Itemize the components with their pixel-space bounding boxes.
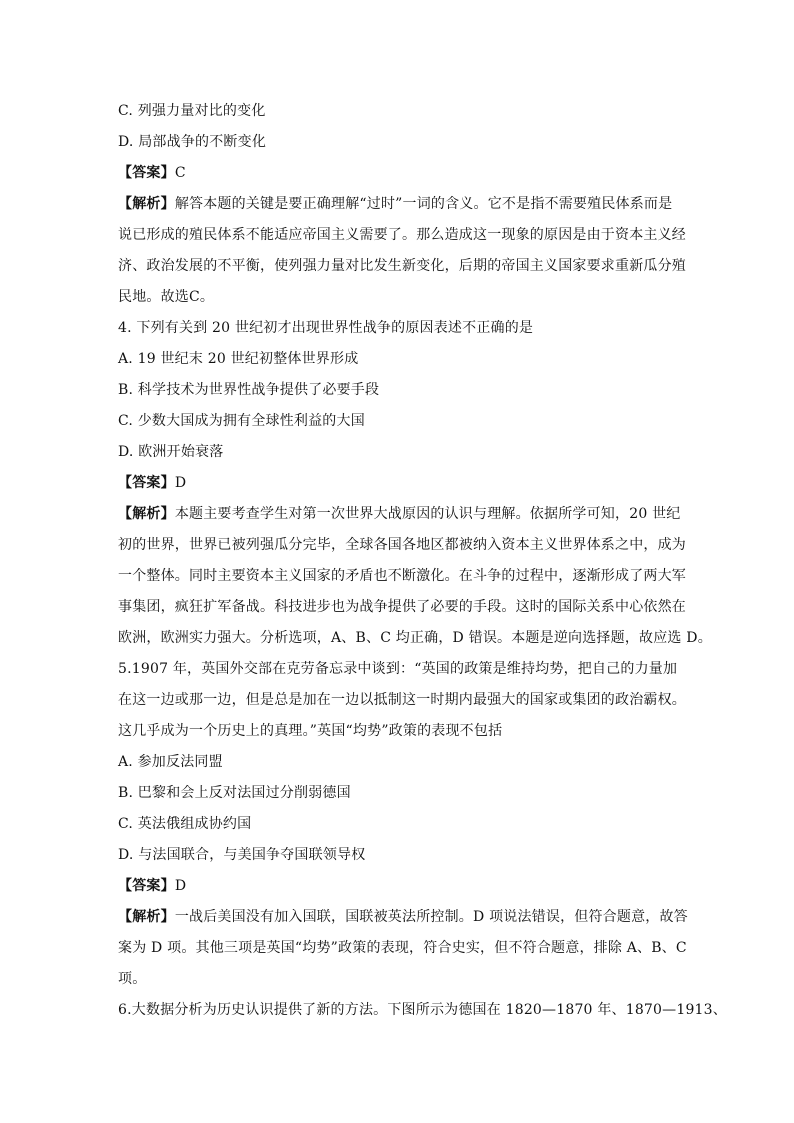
q3-analysis-line-4: 民地。故选C。 bbox=[118, 289, 215, 305]
q5-analysis-line-2: 案为 D 项。其他三项是英国“均势”政策的表现，符合史实，但不符合题意，排除 A、B、C bbox=[118, 940, 687, 956]
analysis-text: 一战后美国没有加入国联，国联被英法所控制。D 项说法错误，但符合题意，故答 bbox=[174, 909, 688, 925]
q5-answer bbox=[118, 871, 678, 902]
answer-value: C bbox=[174, 165, 186, 181]
q3-analysis-line-1 bbox=[118, 189, 678, 220]
analysis-label: 【解析】 bbox=[118, 909, 175, 925]
analysis-text: 解答本题的关键是要正确理解“过时”一词的含义。它不是指不需要殖民体系而是 bbox=[174, 196, 673, 212]
q4-stem: 4. 下列有关到 20 世纪初才出现世界性战争的原因表述不正确的是 bbox=[118, 320, 534, 336]
answer-label: 【答案】 bbox=[118, 878, 175, 894]
q4-answer bbox=[118, 468, 678, 499]
q4-analysis-line-1 bbox=[118, 499, 681, 530]
q4-option-b: B. 科学技术为世界性战争提供了必要手段 bbox=[118, 382, 380, 398]
q5-option-d: D. 与法国联合，与美国争夺国联领导权 bbox=[118, 847, 366, 863]
analysis-label: 【解析】 bbox=[118, 196, 175, 212]
q5-option-c: C. 英法俄组成协约国 bbox=[118, 816, 252, 832]
q5-stem-line-1: 5.1907 年，英国外交部在克劳备忘录中谈到：“英国的政策是维持均势，把自己的力量加 bbox=[118, 661, 678, 677]
document-page bbox=[118, 96, 727, 1026]
q5-option-b: B. 巴黎和会上反对法国过分削弱德国 bbox=[118, 785, 351, 801]
q4-analysis-line-4: 事集团，疯狂扩军备战。科技进步也为战争提供了必要的手段。这时的国际关系中心依然在 bbox=[118, 599, 686, 615]
q3-analysis-line-2: 说已形成的殖民体系不能适应帝国主义需要了。那么造成这一现象的原因是由于资本主义经 bbox=[118, 227, 686, 243]
q3-option-c: C. 列强力量对比的变化 bbox=[118, 103, 266, 119]
q4-analysis-line-3: 一个整体。同时主要资本主义国家的矛盾也不断激化。在斗争的过程中，逐渐形成了两大军 bbox=[118, 568, 686, 584]
answer-label: 【答案】 bbox=[118, 165, 175, 181]
analysis-text: 本题主要考查学生对第一次世界大战原因的认识与理解。依据所学可知，20 世纪 bbox=[174, 506, 681, 522]
q4-option-a: A. 19 世纪末 20 世纪初整体世界形成 bbox=[118, 351, 359, 367]
q6-stem: 6.大数据分析为历史认识提供了新的方法。下图所示为德国在 1820—1870 年、1870—1913、 bbox=[118, 1002, 727, 1018]
q3-answer bbox=[118, 158, 678, 189]
answer-value: D bbox=[174, 475, 187, 491]
answer-label: 【答案】 bbox=[118, 475, 175, 491]
q3-analysis-line-3: 济、政治发展的不平衡，使列强力量对比发生新变化，后期的帝国主义国家要求重新瓜分殖 bbox=[118, 258, 686, 274]
analysis-label: 【解析】 bbox=[118, 506, 175, 522]
q4-option-d: D. 欧洲开始衰落 bbox=[118, 444, 224, 460]
answer-value: D bbox=[174, 878, 187, 894]
q3-option-d: D. 局部战争的不断变化 bbox=[118, 134, 267, 150]
q4-option-c: C. 少数大国成为拥有全球性利益的大国 bbox=[118, 413, 365, 429]
q5-analysis-line-3: 项。 bbox=[118, 971, 147, 987]
q5-stem-line-2: 在这一边或那一边，但是总是加在一边以抵制这一时期内最强大的国家或集团的政治霸权。 bbox=[118, 692, 686, 708]
q5-stem-line-3: 这几乎成为一个历史上的真理。”英国“均势”政策的表现不包括 bbox=[118, 723, 503, 739]
q4-analysis-line-2: 初的世界，世界已被列强瓜分完毕，全球各国各地区都被纳入资本主义世界体系之中，成为 bbox=[118, 537, 686, 553]
q4-analysis-line-5: 欧洲，欧洲实力强大。分析选项，A、B、C 均正确，D 错误。本题是逆向选择题，故应选 D。 bbox=[118, 630, 712, 646]
q5-analysis-line-1 bbox=[118, 902, 688, 933]
q5-option-a: A. 参加反法同盟 bbox=[118, 754, 223, 770]
